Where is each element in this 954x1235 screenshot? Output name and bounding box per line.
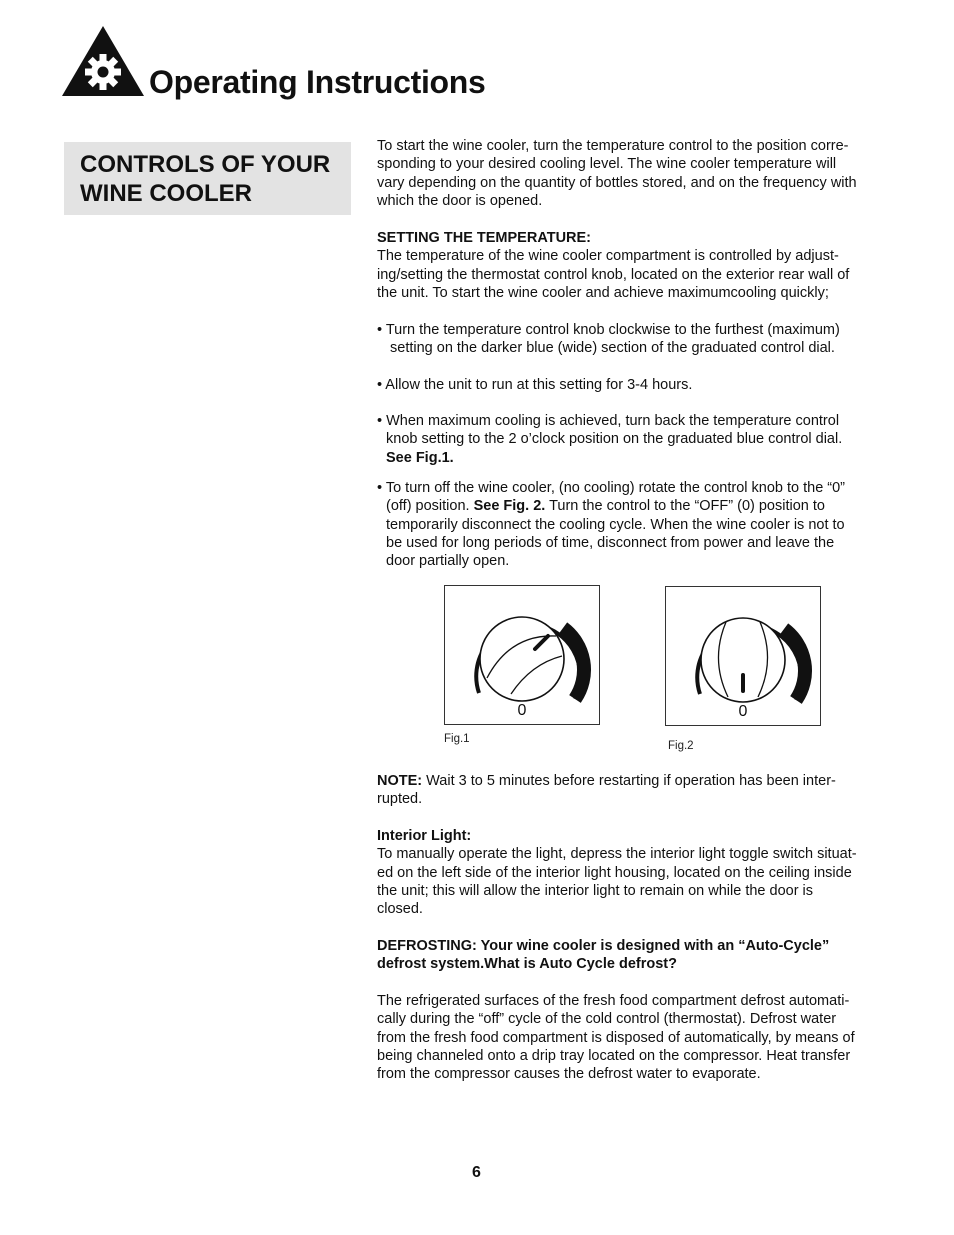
bullet-line: knob setting to the 2 o’clock position on the graduated blue control dial. [386, 431, 843, 448]
defrosting-line: from the fresh food compartment is disposed of automatically, by means of [377, 1029, 855, 1046]
defrosting-line: being channeled onto a drip tray located on the compressor. Heat transfer [377, 1047, 851, 1064]
setting-temperature-heading: SETTING THE TEMPERATURE: [377, 230, 592, 246]
interior-light-line: To manually operate the light, depress the interior light toggle switch situat- [377, 846, 857, 863]
bullet-line: • To turn off the wine cooler, (no cooling) rotate the control knob to the “0” [377, 480, 846, 496]
figure-1 [444, 585, 600, 725]
page-title: Operating Instructions [149, 64, 486, 100]
intro-line: sponding to your desired cooling level. The wine cooler temperature will [377, 156, 837, 173]
bullet-line: • When maximum cooling is achieved, turn back the temperature control [377, 413, 840, 429]
intro-line: vary depending on the quantity of bottles stored, and on the frequency with [377, 174, 857, 191]
figure-1-caption: Fig.1 [444, 733, 470, 745]
bullet-turn-back [377, 412, 897, 467]
interior-light-paragraph [377, 827, 897, 918]
setting-temperature-line: The temperature of the wine cooler compartment is controlled by adjust- [377, 248, 839, 265]
bullet-line: temporarily disconnect the cooling cycle. When the wine cooler is not to [386, 516, 845, 533]
setting-temperature-paragraph [377, 229, 897, 302]
bullet-line: be used for long periods of time, disconnect from power and leave the [386, 534, 835, 551]
gear-in-triangle-icon [62, 26, 144, 96]
dial-zero-label: 0 [517, 702, 527, 719]
section-title [80, 150, 351, 208]
figure-2 [665, 586, 821, 726]
thermostat-dial-icon [445, 586, 601, 726]
dial-zero-label: 0 [738, 703, 748, 720]
defrosting-line: from the compressor causes the defrost water to evaporate. [377, 1066, 761, 1083]
bullet-line: door partially open. [386, 553, 510, 570]
defrosting-line: cally during the “off” cycle of the cold control (thermostat). Defrost water [377, 1011, 837, 1028]
figure-2-caption: Fig.2 [668, 740, 694, 752]
interior-light-line: the unit; this will allow the interior light to remain on while the door is [377, 882, 814, 899]
thermostat-dial-icon [666, 587, 822, 727]
bullet-turn-off [377, 479, 897, 570]
bullet-run-hours [377, 376, 897, 394]
defrosting-heading-line: defrost system.What is Auto Cycle defrost? [377, 956, 677, 973]
interior-light-line: ed on the left side of the interior light housing, located on the ceiling inside [377, 864, 852, 881]
page-number: 6 [472, 1164, 481, 1181]
bullet-line [377, 498, 825, 514]
setting-temperature-line: the unit. To start the wine cooler and achieve maximumcooling quickly; [377, 284, 829, 301]
bullet-line: • Allow the unit to run at this setting for 3-4 hours. [377, 377, 693, 393]
section-title-line1: CONTROLS OF YOUR [80, 151, 331, 178]
fig2-reference: See Fig. 2. [473, 498, 546, 515]
fig1-reference: See Fig.1. [386, 449, 454, 466]
bullet-line: setting on the darker blue (wide) section of the graduated control dial. [390, 340, 835, 357]
section-heading-box [64, 142, 351, 215]
intro-paragraph [377, 137, 897, 210]
setting-temperature-line: ing/setting the thermostat control knob, located on the exterior rear wall of [377, 266, 850, 283]
defrosting-line: The refrigerated surfaces of the fresh food compartment defrost automati- [377, 993, 850, 1009]
defrosting-paragraph [377, 992, 897, 1083]
defrosting-heading-line: DEFROSTING: Your wine cooler is designed with an “Auto-Cycle” [377, 938, 830, 954]
note-text: Wait 3 to 5 minutes before restarting if operation has been inter- [422, 773, 836, 789]
bullet-line: • Turn the temperature control knob clockwise to the furthest (maximum) [377, 322, 840, 338]
intro-line: which the door is opened. [377, 192, 543, 209]
interior-light-heading: Interior Light: [377, 828, 472, 844]
section-title-line2: WINE COOLER [80, 180, 252, 207]
note-label: NOTE: [377, 773, 423, 789]
intro-line: To start the wine cooler, turn the temperature control to the position corre- [377, 138, 849, 154]
interior-light-line: closed. [377, 901, 423, 918]
note-paragraph [377, 772, 897, 809]
note-text: rupted. [377, 791, 423, 808]
bullet-text: Turn the control to the “OFF” (0) position to [545, 498, 825, 515]
bullet-text: (off) position. [386, 498, 474, 515]
bullet-max-cooling [377, 321, 897, 358]
defrosting-heading [377, 937, 897, 974]
